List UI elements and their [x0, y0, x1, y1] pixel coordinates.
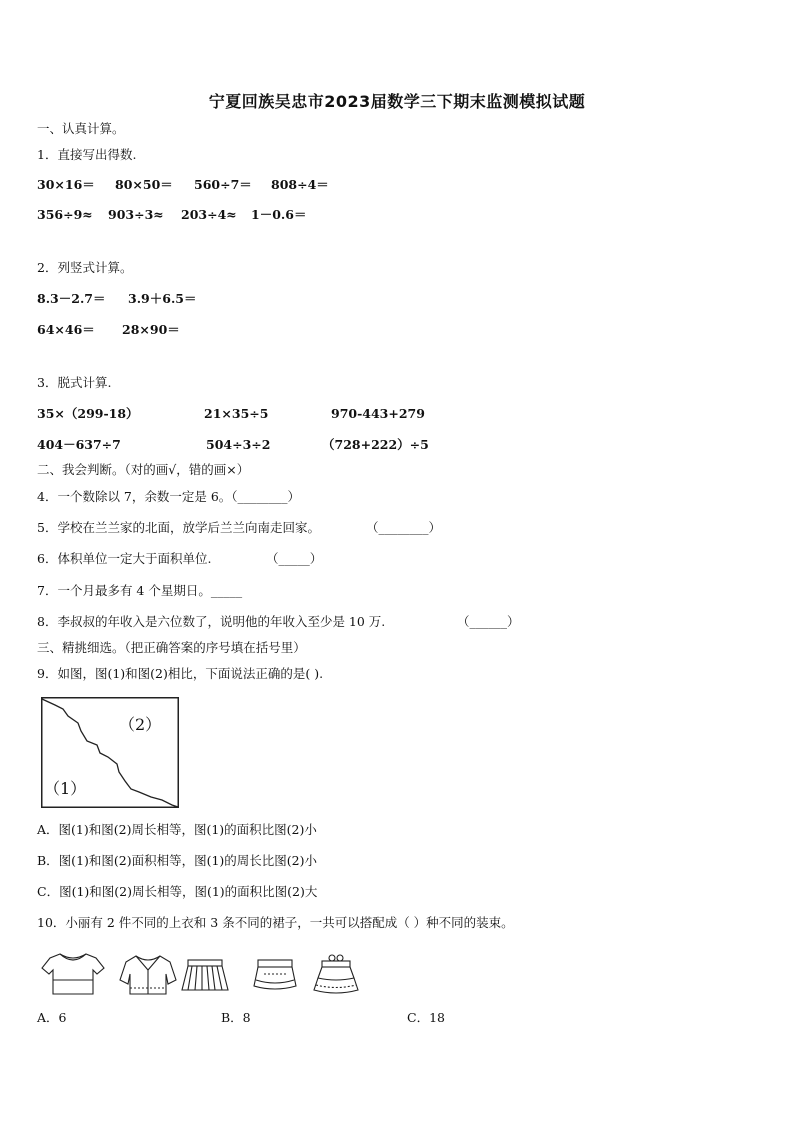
answer-blank: （_____） — [266, 551, 323, 566]
q1-item: 808÷4＝ — [271, 177, 329, 192]
question-5: 5．学校在兰兰家的北面，放学后兰兰向南走回家。 — [37, 520, 320, 535]
page-title: 宁夏回族吴忠市2023届数学三下期末监测模拟试题 — [208, 92, 586, 111]
skirt-icon — [182, 960, 228, 990]
question-7: 7．一个月最多有 4 个星期日。_____ — [37, 583, 243, 598]
figure-label-2: （2） — [119, 715, 162, 734]
q2-item: 64×46＝ — [37, 322, 95, 337]
q3-item: 21×35÷5 — [204, 406, 269, 421]
question-9-label: 9．如图，图(1)和图(2)相比，下面说法正确的是( ). — [37, 666, 324, 681]
figure-label-1: （1） — [44, 779, 87, 798]
q3-item: 970-443+279 — [331, 406, 425, 421]
section-3-heading: 三、精挑细选。（把正确答案的序号填在括号里） — [37, 640, 306, 655]
q2-item: 3.9＋6.5＝ — [128, 291, 197, 306]
q2-item: 8.3－2.7＝ — [37, 291, 106, 306]
q1-item: 30×16＝ — [37, 177, 95, 192]
question-8: 8．李叔叔的年收入是六位数了，说明他的年收入至少是 10 万. — [37, 614, 386, 629]
q1-item: 80×50＝ — [115, 177, 173, 192]
option-a: A．图(1)和图(2)周长相等，图(1)的面积比图(2)小 — [37, 822, 317, 837]
question-4: 4．一个数除以 7，余数一定是 6。（________） — [37, 489, 301, 504]
shirt-icon — [42, 954, 104, 994]
answer-blank: （______） — [457, 614, 520, 629]
question-3-label: 3．脱式计算. — [37, 375, 112, 390]
question-2-label: 2．列竖式计算。 — [37, 260, 133, 275]
option-c: C．图(1)和图(2)周长相等，图(1)的面积比图(2)大 — [37, 884, 318, 899]
q9-figure — [41, 697, 179, 808]
skirt-icon — [314, 955, 358, 993]
question-6: 6．体积单位一定大于面积单位. — [37, 551, 212, 566]
answer-blank: （________） — [366, 520, 442, 535]
q3-item: 504÷3÷2 — [206, 437, 271, 452]
q3-item: 404－637÷7 — [37, 437, 121, 452]
q1-item: 203÷4≈ — [181, 207, 237, 222]
q3-item: 35×（299-18） — [37, 406, 139, 421]
clothing-illustration — [40, 950, 370, 998]
q1-item: 1－0.6＝ — [251, 207, 307, 222]
q10-option-a: A．6 — [37, 1010, 67, 1025]
q1-item: 903÷3≈ — [108, 207, 164, 222]
section-1-heading: 一、认真计算。 — [37, 121, 125, 136]
q10-option-b: B．8 — [221, 1010, 251, 1025]
skirt-icon — [254, 960, 296, 989]
question-1-label: 1．直接写出得数. — [37, 147, 137, 162]
section-2-heading: 二、我会判断。（对的画√，错的画×） — [37, 462, 250, 477]
option-b: B．图(1)和图(2)面积相等，图(1)的周长比图(2)小 — [37, 853, 318, 868]
question-10-label: 10．小丽有 2 件不同的上衣和 3 条不同的裙子，一共可以搭配成（ ）种不同的装束。 — [37, 915, 514, 930]
q10-option-c: C．18 — [407, 1010, 445, 1025]
q1-item: 560÷7＝ — [194, 177, 252, 192]
q2-item: 28×90＝ — [122, 322, 180, 337]
shirt-icon — [120, 956, 176, 994]
q3-item: （728+222）÷5 — [322, 437, 429, 452]
q1-item: 356÷9≈ — [37, 207, 93, 222]
